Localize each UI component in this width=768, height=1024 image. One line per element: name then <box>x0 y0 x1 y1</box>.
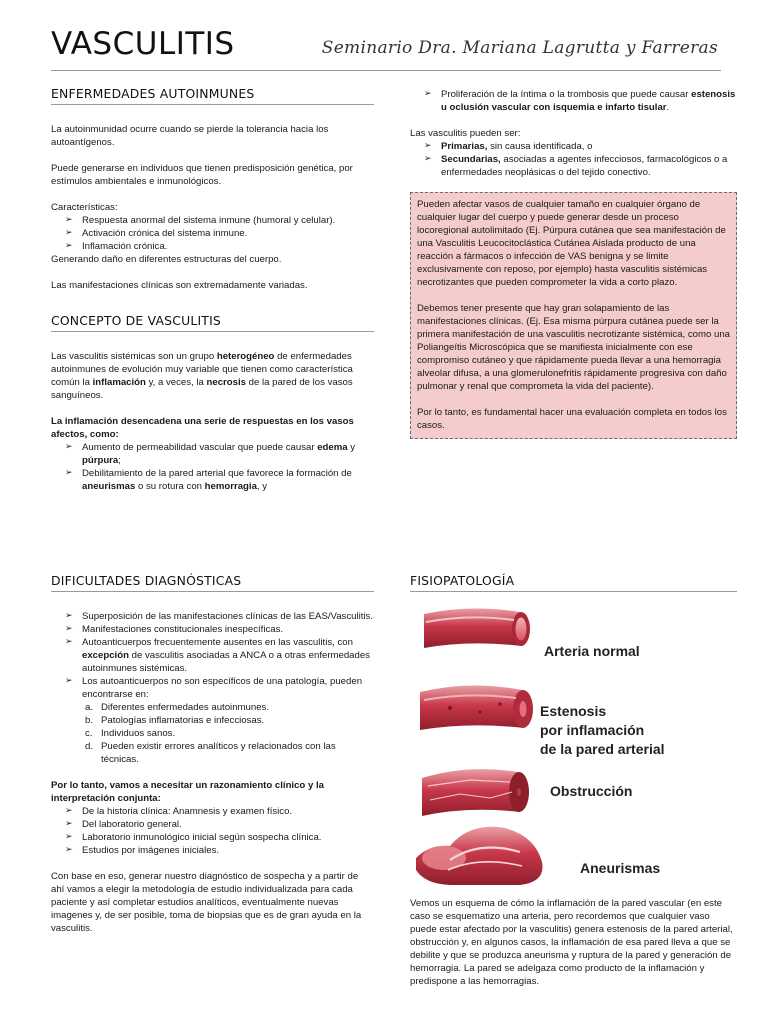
page-title: VASCULITIS <box>51 26 235 62</box>
label-estenosis-line1: Estenosis <box>540 703 607 719</box>
paragraph: Con base en eso, generar nuestro diagnóstico de sospecha y a partir de ahí vamos a elegir la metodología de estudio individualizada para cada paciente y así completar estudios analíticos, eventualmente nuevas imagenes y, de ser posible, toma de biopsias que es de gran ayuda en la vasculitis. <box>51 871 362 934</box>
heading-dificultades-diagnosticas: DIFICULTADES DIAGNÓSTICAS <box>51 574 374 592</box>
heading-enfermedades-autoinmunes: ENFERMEDADES AUTOINMUNES <box>51 87 374 105</box>
paragraph: Pueden afectar vasos de cualquier tamaño en cualquier órgano de cualquier lugar del cuerpo y puede generar desde un proceso locoregional autolimitado (Ej. Púrpura cutánea que sea manifestación de una Vasculitis Leucocitoclástica Cutánea Aislada producto de una reacción a fármacos o infección de VAS benigna y se limite exclusivamente con reposo, por ejemplo) hasta vasculitis sistémicas necrotizantes que pueden comprometer la vida a corto plazo. <box>417 199 726 288</box>
paragraph: Puede generarse en individuos que tienen predisposición genética, por estímulos ambientales e inmunológicos. <box>51 163 353 187</box>
label-obstruccion: Obstrucción <box>550 783 633 799</box>
paragraph-respuestas: La inflamación desencadena una serie de respuestas en los vasos afectos, como: <box>51 416 354 440</box>
caracteristicas-label: Características: <box>51 202 118 213</box>
paragraph: La autoinmunidad ocurre cuando se pierde la tolerancia hacia los autoantígenos. <box>51 124 329 148</box>
heading-concepto-de-vasculitis: CONCEPTO DE VASCULITIS <box>51 314 374 332</box>
title-divider <box>51 70 721 71</box>
list-item: ➢ Activación crónica del sistema inmune. <box>65 227 374 240</box>
list-item: ➢ Respuesta anormal del sistema inmune (humoral y celular). <box>65 214 374 227</box>
label-estenosis-line2: por inflamación <box>540 722 645 738</box>
right-column-top <box>410 88 737 439</box>
list-item: ➢ Autoanticuerpos frecuentemente ausentes en las vasculitis, con excepción de vasculitis asociadas a ANCA o a otras enfermedades autoinmunes sistémicas. <box>65 636 374 675</box>
label-estenosis-line3: de la pared arterial <box>540 741 665 757</box>
paragraph-razonamiento: Por lo tanto, vamos a necesitar un razonamiento clínico y la interpretación conjunta: <box>51 780 324 804</box>
tipos-list <box>410 140 737 179</box>
list-item: ➢ Laboratorio inmunológico inicial según sospecha clínica. <box>65 831 374 844</box>
list-item: ➢ Del laboratorio general. <box>65 818 374 831</box>
page-subtitle: Seminario Dra. Mariana Lagrutta y Farreras <box>321 38 718 58</box>
list-item: ➢ Proliferación de la íntima o la trombosis que puede causar estenosis u oclusión vascular con isquemia e infarto tisular. <box>424 88 737 114</box>
autoanticuerpos-sublist <box>51 701 374 766</box>
list-item: ➢ Secundarias, asociadas a agentes infecciosos, farmacológicos o a enfermedades neoplásicas o del tejido conectivo. <box>424 153 737 179</box>
respuestas-list-continued <box>410 88 737 114</box>
list-item: a. Diferentes enfermedades autoinmunes. <box>85 701 374 714</box>
respuestas-list <box>51 441 374 493</box>
list-item: ➢ Inflamación crónica. <box>65 240 374 253</box>
left-column-top <box>51 87 374 493</box>
label-aneurismas: Aneurismas <box>580 860 661 876</box>
paragraph: Por lo tanto, es fundamental hacer una evaluación completa en todos los casos. <box>417 407 727 431</box>
artery-diagram <box>410 600 740 885</box>
paragraph: Las vasculitis pueden ser: <box>410 128 521 139</box>
list-item: ➢ Debilitamiento de la pared arterial que favorece la formación de aneurismas o su rotura con hemorragia, y <box>65 467 374 493</box>
caracteristicas-list <box>51 214 374 253</box>
list-item: ➢ Superposición de las manifestaciones clínicas de las EAS/Vasculitis. <box>65 610 374 623</box>
obstruction-artery-illustration <box>422 769 529 816</box>
label-arteria-normal: Arteria normal <box>544 643 640 659</box>
paragraph: Las manifestaciones clínicas son extremadamente variadas. <box>51 280 308 291</box>
normal-artery-illustration <box>424 608 530 648</box>
list-item: ➢ Manifestaciones constitucionales inespecíficas. <box>65 623 374 636</box>
dificultades-list <box>51 610 374 701</box>
list-item: ➢ Los autoanticuerpos no son específicos de una patología, pueden encontrarse en: <box>65 675 374 701</box>
right-column-bottom <box>410 574 737 1001</box>
paragraph-concepto: Las vasculitis sistémicas son un grupo heterogéneo de enfermedades autoinmunes de evolución muy variable que tienen como característica común la inflamación y, a veces, la necrosis de la pared de los vasos sanguíneos. <box>51 351 353 401</box>
list-item: ➢ Primarias, sin causa identificada, o <box>424 140 737 153</box>
aneurysm-artery-illustration <box>416 827 543 885</box>
interpretacion-list <box>51 805 374 857</box>
paragraph: Debemos tener presente que hay gran solapamiento de las manifestaciones clínicas. (Ej. Esa misma púrpura cutánea puede ser la primera manifestación de una vasculitis necrotizante sistémica, como una Poliangeítis Microscópica que se manifiesta inicialmente con ese compromiso cutáneo y que rápidamente pueda llevar a una hemorragia alveolar difusa, a una glomerulonefritis rápidamente progresiva con daño pulmonar y renal que comprometa la vida del paciente). <box>417 303 731 392</box>
list-item: ➢ De la historia clínica: Anamnesis y examen físico. <box>65 805 374 818</box>
list-item: d. Pueden existir errores analíticos y relacionados con las técnicas. <box>85 740 374 766</box>
left-column-bottom <box>51 574 374 948</box>
highlight-box <box>410 192 737 439</box>
stenosis-artery-illustration <box>420 685 533 730</box>
list-item: c. Individuos sanos. <box>85 727 374 740</box>
list-item: ➢ Aumento de permeabilidad vascular que puede causar edema y púrpura; <box>65 441 374 467</box>
list-item: ➢ Estudios por imágenes iniciales. <box>65 844 374 857</box>
paragraph: Generando daño en diferentes estructuras del cuerpo. <box>51 254 282 265</box>
list-item: b. Patologías inflamatorias e infecciosas. <box>85 714 374 727</box>
figure-caption: Vemos un esquema de cómo la inflamación de la pared vascular (en este caso se esquematizo una arteria, pero recordemos que cualquier vaso puede estar afectado por la vasculitis) genera estenosis de la pared arterial, obstrucción y, en algunos casos, la inflamación de esa pared lleva a que se debilite y que se produzca aneurisma y ruptura de la pared y generación de hemorragia. La pared se adelgaza como producto de la inflamación y predispone a las hemorragias. <box>410 898 733 987</box>
heading-fisiopatologia: FISIOPATOLOGÍA <box>410 574 737 592</box>
